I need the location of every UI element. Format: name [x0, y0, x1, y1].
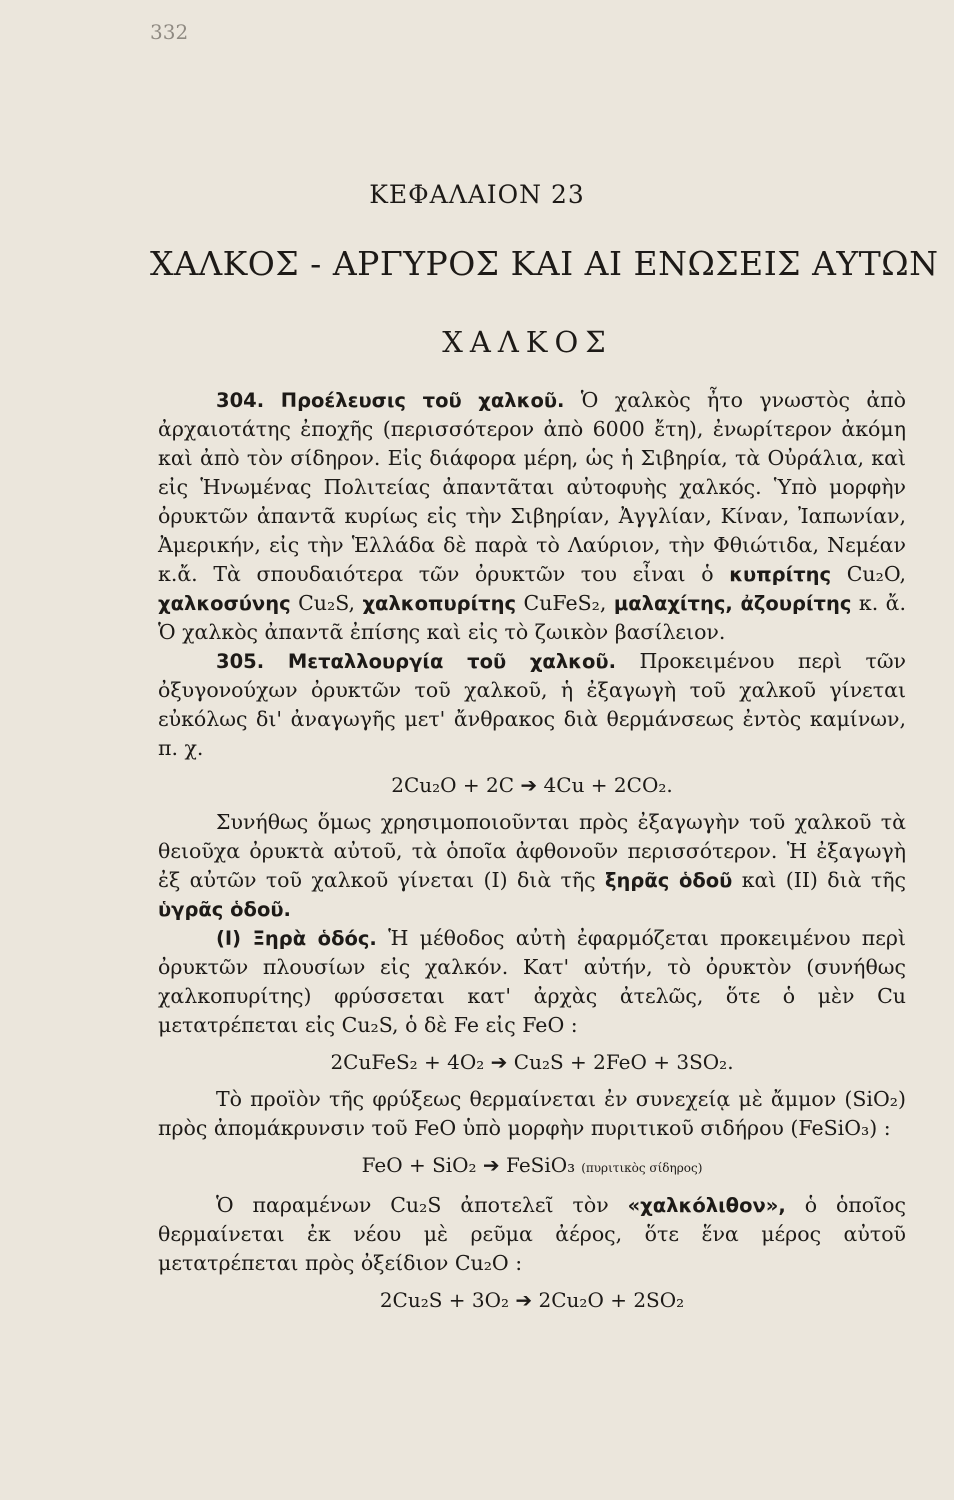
mineral-chalcopyrite: χαλκοπυρίτης: [362, 592, 517, 615]
paragraph-305: 305. Μεταλλουργία τοῦ χαλκοῦ. Προκειμένου περὶ τῶν ὀξυγονούχων ὀρυκτῶν τοῦ χαλκοῦ, ἡ ἐξαγωγὴ τοῦ χαλκοῦ γίνεται εὐκόλως δι' ἀναγωγῆς μετ' ἄνθρακος διὰ θερμάνσεως ἐντὸς καμίνων, π. χ.: [158, 649, 906, 760]
mineral-cuprite: κυπρίτης: [729, 563, 832, 586]
paragraph-304: 304. Προέλευσις τοῦ χαλκοῦ. Ὁ χαλκὸς ἦτο γνωστὸς ἀπὸ ἀρχαιοτάτης ἐποχῆς (περισσότερον ἀπὸ 6000 ἔτη), ἐνωρίτερον ἀκόμη καὶ ἀπὸ τὸν σίδηρον. Εἰς διάφορα μέρη, ὡς ἡ Σιβηρία, τὰ Οὐράλια, καὶ εἰς Ἡνωμένας Πολιτείας ἀπαντᾶται αὐτοφυὴς χαλκός. Ὑπὸ μορφὴν ὀρυκτῶν ἀπαντᾶ κυρίως εἰς τὴν Σιβηρίαν, Ἀγγλίαν, Κίναν, Ἰαπωνίαν, Ἀμερικήν, εἰς τὴν Ἑλλάδα δὲ παρὰ τὸ Λαύριον, τὴν Φθιώτιδα, Νεμέαν κ.ἄ. Τὰ σπουδαιότερα τῶν ὀρυκτῶν του εἶναι ὁ κυπρίτης Cu₂O, χαλκοσύνης Cu₂S, χαλκοπυρίτης CuFeS₂, μαλαχίτης, ἀζουρίτης κ. ἄ. Ὁ χαλκὸς ἀπαντᾶ ἐπίσης καὶ εἰς τὸ ζωικὸν βασίλειον.: [158, 388, 906, 644]
chapter-title: ΧΑΛΚΟΣ - ΑΡΓΥΡΟΣ ΚΑΙ ΑΙ ΕΝΩΣΕΙΣ ΑΥΤΩΝ: [150, 244, 939, 283]
equation-note: (πυριτικὸς σίδηρος): [581, 1161, 703, 1175]
page-number: 332: [150, 20, 189, 44]
section-title: ΧΑΛΚΟΣ: [442, 325, 613, 359]
wet-way-term: ὑγρᾶς ὁδοῦ.: [158, 898, 291, 921]
paragraph-sand: Τὸ προϊὸν τῆς φρύξεως θερμαίνεται ἐν συνεχείᾳ μὲ ἄμμον (SiO₂) πρὸς ἀπομάκρυνσιν τοῦ FeO ὑπὸ μορφὴν πυριτικοῦ σιδήρου (FeSiO₃) :: [158, 1087, 906, 1140]
chapter-label: ΚΕΦΑΛΑΙΟΝ 23: [369, 180, 585, 209]
paragraph-dry-way: (Ι) Ξηρὰ ὁδός. Ἡ μέθοδος αὐτὴ ἐφαρμόζεται προκειμένου περὶ ὀρυκτῶν πλουσίων εἰς χαλκόν. Κατ' αὐτήν, τὸ ὀρυκτὸν (συνήθως χαλκοπυρίτης) φρύσσεται κατ' ἀρχὰς ἀτελῶς, ὅτε ὁ μὲν Cu μετατρέπεται εἰς Cu₂S, ὁ δὲ Fe εἰς FeO :: [158, 926, 906, 1037]
dry-way-heading: (Ι) Ξηρὰ ὁδός.: [216, 927, 377, 950]
mineral-chalcocite: χαλκοσύνης: [158, 592, 291, 615]
paragraph-matte: Ὁ παραμένων Cu₂S ἀποτελεῖ τὸν «χαλκόλιθον», ὁ ὁποῖος θερμαίνεται ἐκ νέου μὲ ρεῦμα ἀέρος, ὅτε ἕνα μέρος αὐτοῦ μετατρέπεται πρὸς ὀξείδιον Cu₂O :: [158, 1193, 906, 1275]
dry-way-term: ξηρᾶς ὁδοῦ: [605, 869, 733, 892]
equation-roasting: 2CuFeS₂ + 4O₂ ➔ Cu₂S + 2FeO + 3SO₂.: [330, 1050, 734, 1074]
equation-slag: FeO + SiO₂ ➔ FeSiO₃ (πυριτικὸς σίδηρος): [361, 1153, 703, 1177]
equation-reduction: 2Cu₂O + 2C ➔ 4Cu + 2CO₂.: [391, 773, 673, 797]
matte-term: «χαλκόλιθον»,: [627, 1194, 786, 1217]
mineral-malachite-azurite: μαλαχίτης, ἀζουρίτης: [613, 592, 852, 615]
body-text: [158, 386, 906, 1323]
section-heading-304: 304. Προέλευσις τοῦ χαλκοῦ.: [216, 389, 565, 412]
equation-oxidation: 2Cu₂S + 3O₂ ➔ 2Cu₂O + 2SO₂: [379, 1288, 685, 1312]
section-heading-305: 305. Μεταλλουργία τοῦ χαλκοῦ.: [216, 650, 616, 673]
paragraph-sulfides: Συνήθως ὅμως χρησιμοποιοῦνται πρὸς ἐξαγωγὴν τοῦ χαλκοῦ τὰ θειοῦχα ὀρυκτὰ αὐτοῦ, τὰ ὁποῖα ἀφθονοῦν περισσότερον. Ἡ ἐξαγωγὴ ἐξ αὐτῶν τοῦ χαλκοῦ γίνεται (Ι) διὰ τῆς ξηρᾶς ὁδοῦ καὶ (ΙΙ) διὰ τῆς ὑγρᾶς ὁδοῦ.: [158, 810, 906, 921]
